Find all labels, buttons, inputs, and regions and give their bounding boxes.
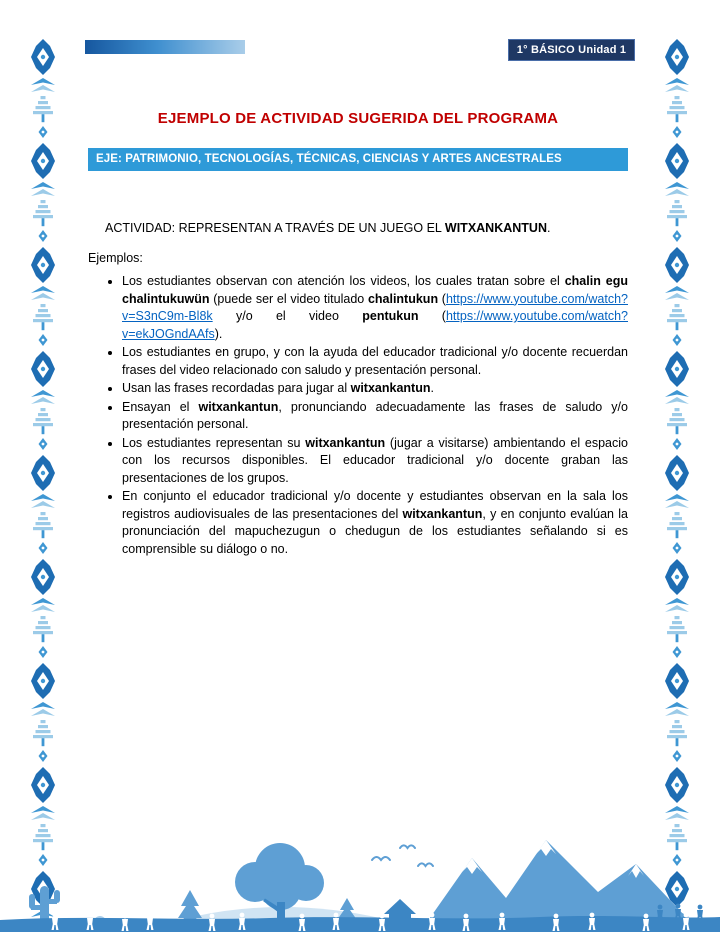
unit-badge: 1° BÁSICO Unidad 1 — [508, 39, 635, 61]
text-run: En conjunto el educador tradicional y/o docente y estudiantes observan en la sala los registros audiovisuales de las presentaciones del — [122, 489, 628, 521]
bold-term: witxankantun — [198, 399, 279, 414]
text-run: , y en conjunto evalúan la pronunciación del mapuchezugun o chedugun de los estudiantes señalando si es comprensible su diálogo o no. — [122, 506, 628, 556]
content-area — [88, 110, 628, 559]
text-run: ( — [418, 309, 446, 323]
bullet-item — [122, 435, 628, 488]
left-ornament-border — [28, 36, 58, 932]
landscape-silhouette-icon — [0, 820, 720, 932]
bold-term: witxankantun — [305, 435, 386, 450]
eje-banner: EJE: PATRIMONIO, TECNOLOGÍAS, TÉCNICAS, CIENCIAS Y ARTES ANCESTRALES — [88, 148, 628, 171]
youtube-link[interactable]: https://www.youtube.com/watch?v=S3nC9m-Bl8k — [122, 291, 628, 323]
activity-suffix: . — [546, 221, 551, 235]
text-run: ). — [214, 326, 223, 341]
bullet-item — [122, 273, 628, 343]
text-run: ( — [438, 291, 446, 306]
footer-landscape-illustration — [0, 820, 720, 932]
text-run: . — [430, 381, 434, 395]
birds-icon — [372, 845, 433, 866]
bold-term: chalin egu chalintukuwün — [122, 274, 628, 306]
andean-pattern-icon — [662, 36, 692, 932]
bullet-item — [122, 344, 628, 379]
activity-prefix: ACTIVIDAD: REPRESENTAN A TRAVÉS DE UN JUEGO EL — [105, 221, 445, 235]
text-run: Los estudiantes representan su — [122, 435, 306, 450]
text-run: Ensayan el — [122, 399, 199, 414]
bold-term: pentukun — [362, 309, 419, 323]
bold-term: chalintukun — [367, 291, 439, 306]
text-run: , pronunciando adecuadamente las frases de saludo y/o presentación personal. — [122, 399, 628, 431]
ground-band — [0, 916, 720, 932]
text-run: Usan las frases recordadas para jugar al — [122, 381, 351, 395]
activity-term: WITXANKANTUN — [444, 221, 547, 235]
text-run: (puede ser el video titulado — [209, 291, 368, 306]
bold-term: witxankantun — [350, 381, 431, 395]
bold-term: witxankantun — [402, 506, 483, 521]
text-run: Los estudiantes observan con atención los videos, los cuales tratan sobre el — [122, 274, 565, 288]
examples-label: Ejemplos: — [88, 251, 143, 265]
youtube-link[interactable]: https://www.youtube.com/watch?v=ekJOGndAAfs — [122, 309, 628, 341]
bullet-item — [122, 380, 628, 398]
examples-bullet-list — [88, 273, 628, 558]
text-run: Los estudiantes en grupo, y con la ayuda del educador tradicional y/o docente recuerdan frases del video relacionado con saludo y presentación personal. — [122, 345, 628, 377]
text-run: y/o el video — [212, 309, 363, 323]
text-run: (jugar a visitarse) ambientando el espacio con los recursos disponibles. El educador tradicional y/o docente graban las presentaciones de los grupos. — [122, 435, 628, 485]
top-left-gradient-strip — [85, 40, 245, 54]
andean-pattern-icon — [28, 36, 58, 932]
bullet-item — [122, 399, 628, 434]
bullet-item — [122, 488, 628, 558]
page-title: EJEMPLO DE ACTIVIDAD SUGERIDA DEL PROGRAMA — [157, 110, 559, 127]
right-ornament-border — [662, 36, 692, 932]
activity-line — [88, 221, 628, 235]
